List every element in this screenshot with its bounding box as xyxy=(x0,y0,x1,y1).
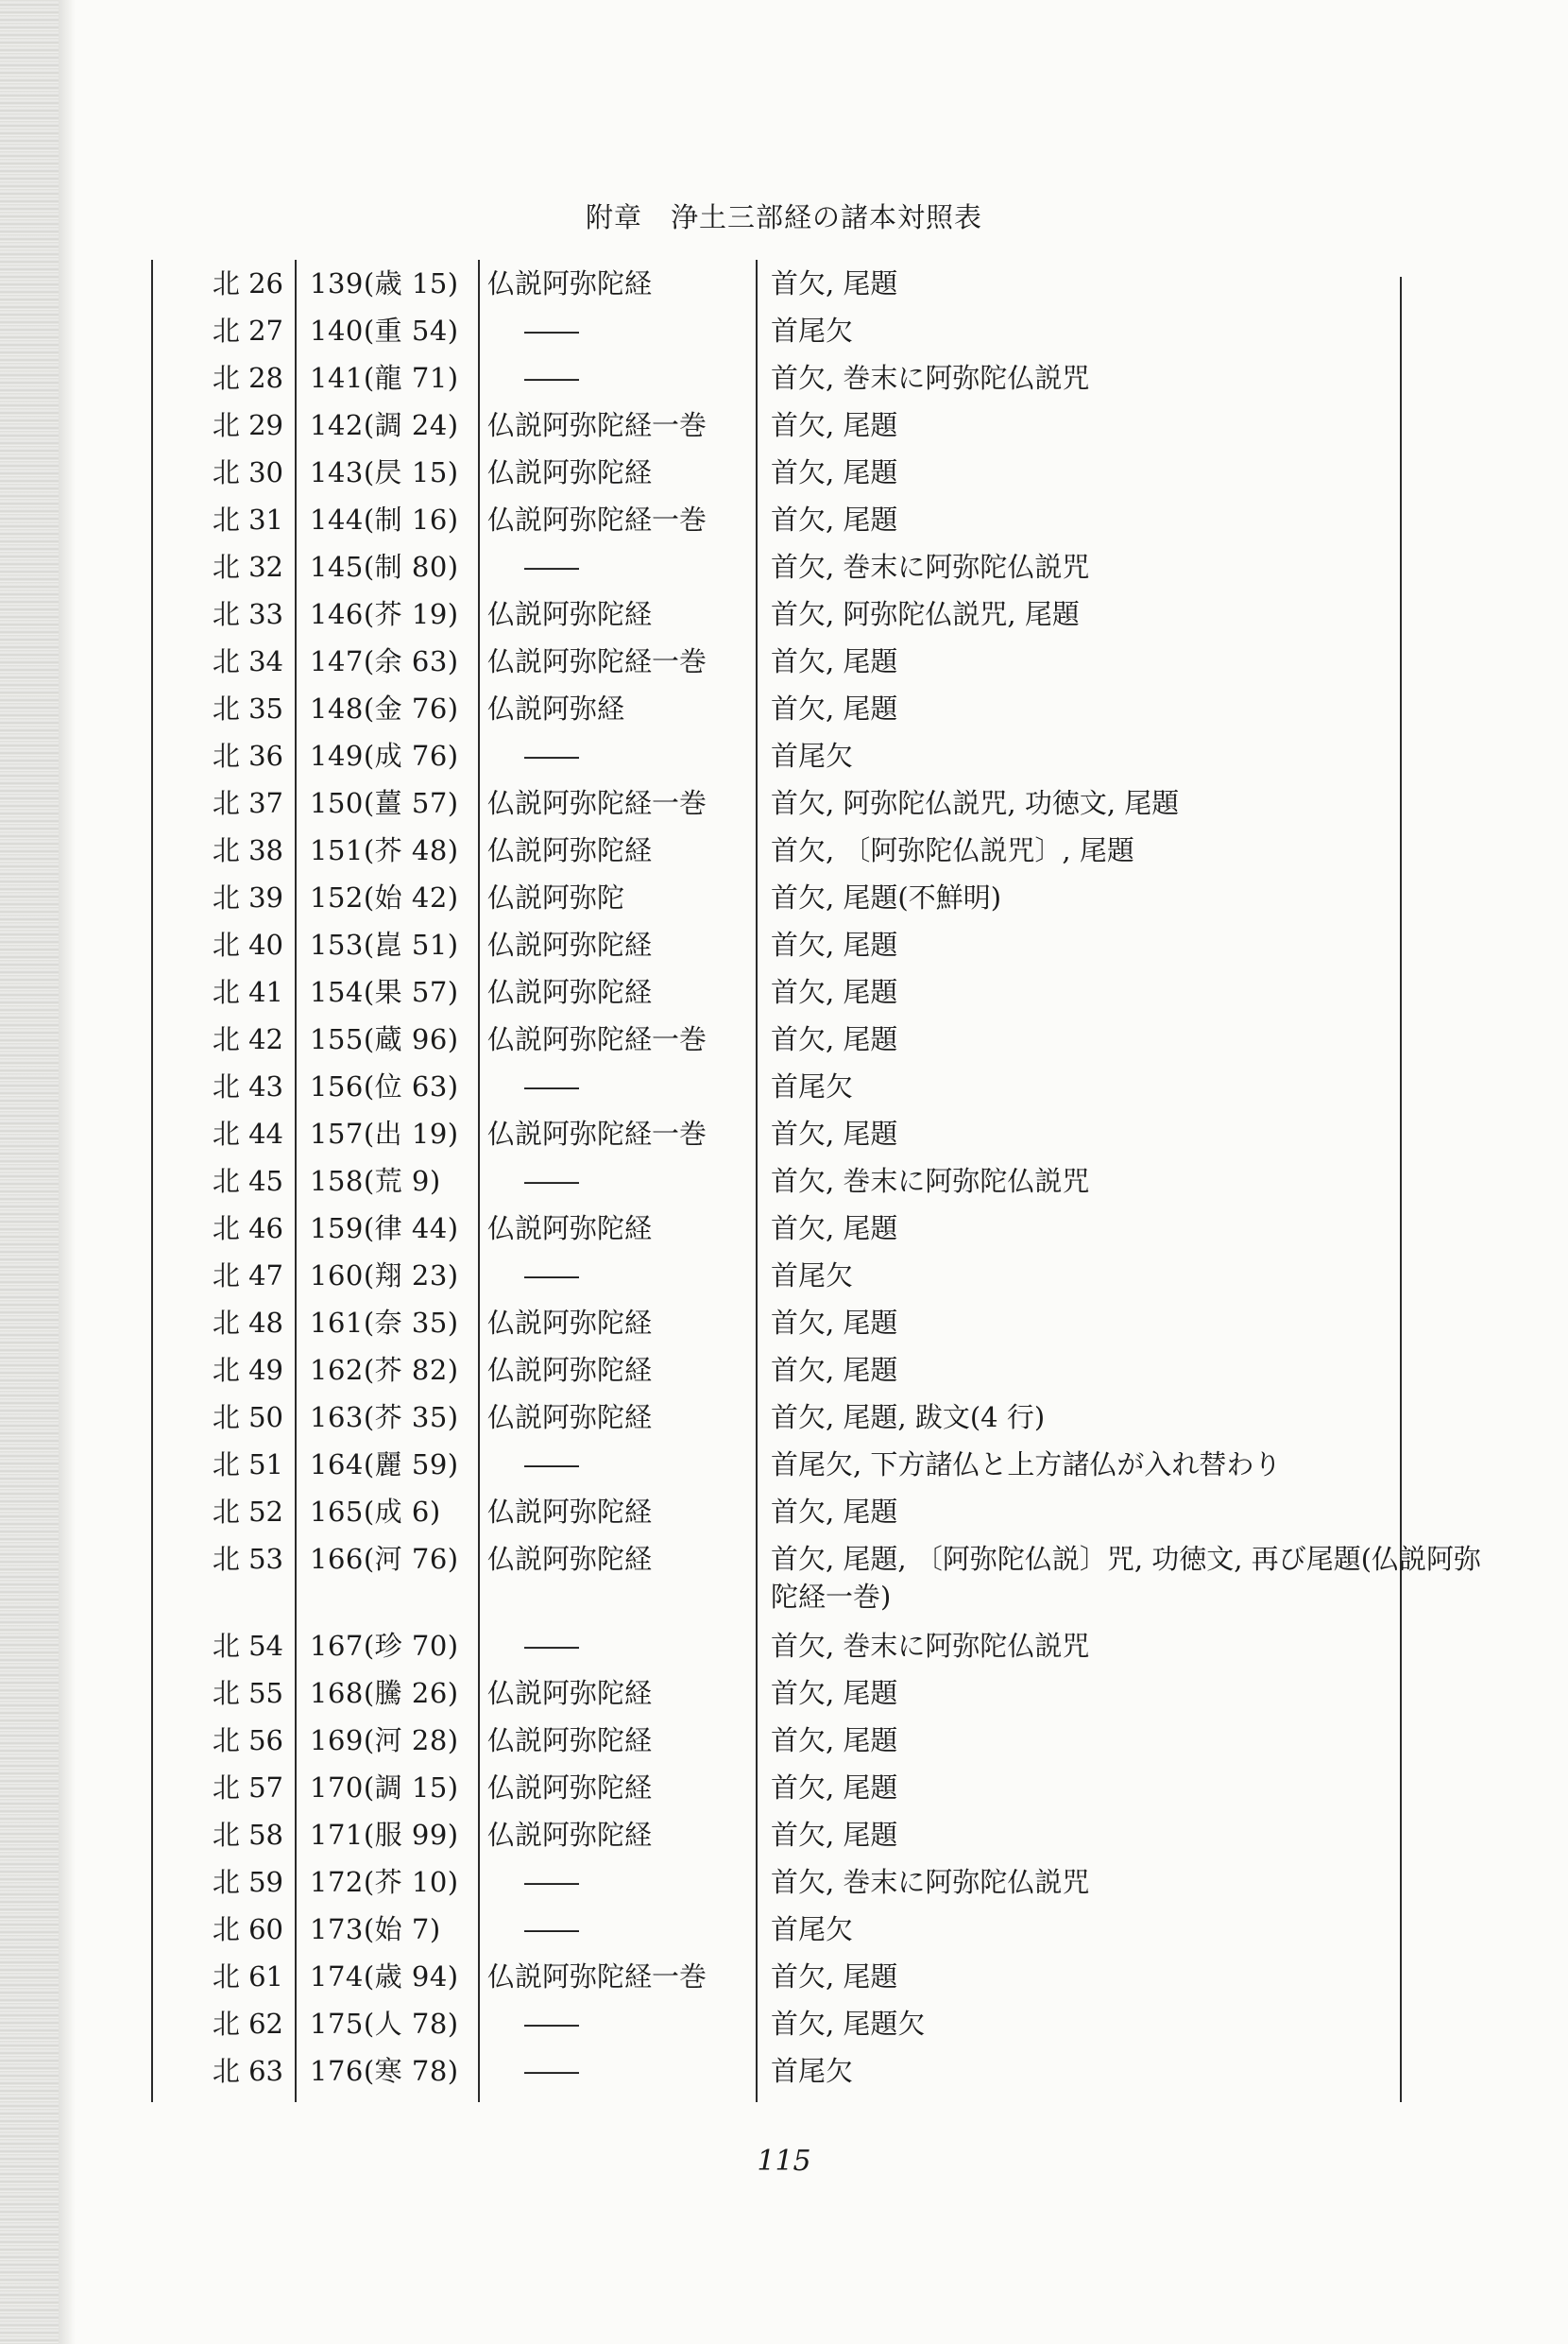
sutra-title: 仏説阿弥陀経 xyxy=(487,1212,653,1244)
manuscript-id: 北 53 xyxy=(212,1543,283,1575)
table-row xyxy=(151,1110,1407,1157)
condition-note: 首欠, 尾題 xyxy=(771,1118,898,1150)
table-row xyxy=(151,1622,1407,1669)
table-row xyxy=(151,1063,1407,1110)
sutra-title: ―― xyxy=(524,740,579,772)
sutra-title: 仏説阿弥陀経 xyxy=(487,1307,653,1339)
catalogue-number: 176(寒 78) xyxy=(310,2055,459,2087)
condition-note: 首欠, 尾題 xyxy=(771,693,898,725)
condition-note: 首欠, 尾題 xyxy=(771,1724,898,1756)
sutra-title: 仏説阿弥陀経 xyxy=(487,456,653,488)
manuscript-id: 北 45 xyxy=(212,1165,283,1197)
condition-note: 首欠, 尾題, 跋文(4 行) xyxy=(771,1401,1046,1433)
sutra-title: 仏説阿弥陀経 xyxy=(487,1677,653,1709)
manuscript-id: 北 54 xyxy=(212,1630,283,1662)
catalogue-number: 149(成 76) xyxy=(310,740,459,772)
sutra-title: 仏説阿弥陀経 xyxy=(487,1401,653,1433)
catalogue-number: 160(翔 23) xyxy=(310,1259,459,1292)
table-row xyxy=(151,402,1407,449)
sutra-title: 仏説阿弥陀経 xyxy=(487,267,653,299)
sutra-title: ―― xyxy=(524,1165,579,1197)
condition-note: 首尾欠 xyxy=(771,1070,854,1103)
manuscript-id: 北 47 xyxy=(212,1259,283,1292)
manuscript-id: 北 38 xyxy=(212,834,283,866)
sutra-title: 仏説阿弥陀経一巻 xyxy=(487,504,707,536)
manuscript-id: 北 39 xyxy=(212,881,283,914)
condition-note: 首欠, 巻末に阿弥陀仏説咒 xyxy=(771,1866,1090,1898)
catalogue-number: 151(芥 48) xyxy=(310,834,459,866)
table-row xyxy=(151,1906,1407,1953)
manuscript-id: 北 36 xyxy=(212,740,283,772)
condition-note: 首欠, 尾題 xyxy=(771,645,898,677)
catalogue-number: 159(律 44) xyxy=(310,1212,459,1244)
table-row xyxy=(151,1764,1407,1811)
table-row xyxy=(151,2000,1407,2047)
catalogue-number: 150(薑 57) xyxy=(310,787,459,819)
catalogue-number: 165(成 6) xyxy=(310,1496,441,1528)
catalogue-number: 143(昃 15) xyxy=(310,456,459,488)
catalogue-number: 174(歳 94) xyxy=(310,1960,459,1993)
catalogue-number: 168(騰 26) xyxy=(310,1677,459,1709)
table-row xyxy=(151,638,1407,685)
sutra-title: 仏説阿弥陀経 xyxy=(487,1354,653,1386)
condition-note: 首欠, 阿弥陀仏説咒, 功徳文, 尾題 xyxy=(771,787,1180,819)
table-row xyxy=(151,1252,1407,1299)
table-row xyxy=(151,1441,1407,1488)
sutra-title: 仏説阿弥陀経 xyxy=(487,976,653,1008)
sutra-title: ―― xyxy=(524,1070,579,1103)
sutra-title: ―― xyxy=(524,1630,579,1662)
manuscript-id: 北 28 xyxy=(212,362,283,394)
table-row xyxy=(151,260,1407,307)
sutra-title: 仏説阿弥陀経 xyxy=(487,929,653,961)
catalogue-number: 162(芥 82) xyxy=(310,1354,459,1386)
manuscript-id: 北 43 xyxy=(212,1070,283,1103)
sutra-title: 仏説阿弥経 xyxy=(487,693,625,725)
condition-note: 首欠, 尾題 xyxy=(771,267,898,299)
manuscript-id: 北 29 xyxy=(212,409,283,441)
sutra-title: ―― xyxy=(524,315,579,347)
manuscript-id: 北 59 xyxy=(212,1866,283,1898)
condition-note: 首欠, 尾題 xyxy=(771,1496,898,1528)
condition-note: 首欠, 尾題 xyxy=(771,1354,898,1386)
manuscript-id: 北 52 xyxy=(212,1496,283,1528)
catalogue-number: 154(果 57) xyxy=(310,976,459,1008)
catalogue-number: 144(制 16) xyxy=(310,504,459,536)
table-row xyxy=(151,968,1407,1016)
condition-note: 首欠, 尾題(不鮮明) xyxy=(771,881,1002,914)
catalogue-number: 171(服 99) xyxy=(310,1819,459,1851)
table-row xyxy=(151,307,1407,354)
sutra-title: 仏説阿弥陀経 xyxy=(487,834,653,866)
condition-note: 首欠, 尾題 xyxy=(771,1819,898,1851)
manuscript-id: 北 41 xyxy=(212,976,283,1008)
table-row xyxy=(151,1346,1407,1394)
condition-note: 首尾欠, 下方諸仏と上方諸仏が入れ替わり xyxy=(771,1448,1282,1480)
condition-note: 首欠, 尾題 xyxy=(771,1212,898,1244)
catalogue-number: 170(調 15) xyxy=(310,1771,459,1804)
catalogue-number: 148(金 76) xyxy=(310,693,459,725)
manuscript-id: 北 56 xyxy=(212,1724,283,1756)
table-row xyxy=(151,449,1407,496)
manuscript-id: 北 31 xyxy=(212,504,283,536)
catalogue-number: 173(始 7) xyxy=(310,1913,441,1945)
condition-note: 首尾欠 xyxy=(771,740,854,772)
sutra-title: 仏説阿弥陀 xyxy=(487,881,625,914)
catalogue-number: 141(龍 71) xyxy=(310,362,459,394)
manuscript-id: 北 50 xyxy=(212,1401,283,1433)
sutra-title: ―― xyxy=(524,551,579,583)
manuscript-id: 北 48 xyxy=(212,1307,283,1339)
manuscript-id: 北 62 xyxy=(212,2008,283,2040)
table-row xyxy=(151,779,1407,827)
manuscript-id: 北 49 xyxy=(212,1354,283,1386)
condition-note: 首尾欠 xyxy=(771,1913,854,1945)
manuscript-id: 北 30 xyxy=(212,456,283,488)
manuscript-id: 北 37 xyxy=(212,787,283,819)
table-row xyxy=(151,1858,1407,1906)
condition-note: 首欠, 尾題 xyxy=(771,976,898,1008)
sutra-title: ―― xyxy=(524,2008,579,2040)
condition-note: 首欠, 尾題 xyxy=(771,1307,898,1339)
condition-note: 首欠, 尾題 xyxy=(771,929,898,961)
table-row xyxy=(151,1717,1407,1764)
table-row xyxy=(151,354,1407,402)
table-row xyxy=(151,1299,1407,1346)
table-row xyxy=(151,590,1407,638)
manuscript-id: 北 46 xyxy=(212,1212,283,1244)
table-row xyxy=(151,685,1407,732)
sutra-title: ―― xyxy=(524,362,579,394)
manuscript-id: 北 63 xyxy=(212,2055,283,2087)
catalogue-number: 140(重 54) xyxy=(310,315,459,347)
catalogue-number: 142(調 24) xyxy=(310,409,459,441)
table-row xyxy=(151,1669,1407,1717)
condition-note: 首欠, 尾題 xyxy=(771,1960,898,1993)
catalogue-number: 175(人 78) xyxy=(310,2008,459,2040)
sutra-title: 仏説阿弥陀経 xyxy=(487,1771,653,1804)
sutra-title: 仏説阿弥陀経一巻 xyxy=(487,1118,707,1150)
sutra-title: 仏説阿弥陀経 xyxy=(487,1724,653,1756)
catalogue-number: 156(位 63) xyxy=(310,1070,459,1103)
condition-note: 首欠, 巻末に阿弥陀仏説咒 xyxy=(771,362,1090,394)
sutra-title: ―― xyxy=(524,1259,579,1292)
manuscript-id: 北 60 xyxy=(212,1913,283,1945)
catalogue-number: 169(河 28) xyxy=(310,1724,459,1756)
table-row xyxy=(151,496,1407,543)
condition-note: 首欠, 尾題 xyxy=(771,409,898,441)
table-row xyxy=(151,1205,1407,1252)
condition-note: 首欠, 巻末に阿弥陀仏説咒 xyxy=(771,1630,1090,1662)
manuscript-id: 北 27 xyxy=(212,315,283,347)
manuscript-id: 北 40 xyxy=(212,929,283,961)
sutra-title: 仏説阿弥陀経 xyxy=(487,1819,653,1851)
sutra-title: 仏説阿弥陀経一巻 xyxy=(487,645,707,677)
sutra-title: ―― xyxy=(524,1448,579,1480)
catalogue-number: 164(麗 59) xyxy=(310,1448,459,1480)
manuscript-id: 北 33 xyxy=(212,598,283,630)
catalogue-number: 163(芥 35) xyxy=(310,1401,459,1433)
table-row xyxy=(151,1488,1407,1535)
condition-note: 首欠, 尾題 xyxy=(771,1677,898,1709)
sutra-title: 仏説阿弥陀経一巻 xyxy=(487,1023,707,1055)
condition-note: 首欠, 尾題 xyxy=(771,1771,898,1804)
sutra-title: 仏説阿弥陀経一巻 xyxy=(487,1960,707,1993)
catalogue-number: 158(荒 9) xyxy=(310,1165,441,1197)
catalogue-number: 172(芥 10) xyxy=(310,1866,459,1898)
catalogue-number: 166(河 76) xyxy=(310,1543,459,1575)
catalogue-number: 161(奈 35) xyxy=(310,1307,459,1339)
condition-note: 首欠, 阿弥陀仏説咒, 尾題 xyxy=(771,598,1080,630)
table-row xyxy=(151,543,1407,590)
manuscript-id: 北 42 xyxy=(212,1023,283,1055)
table-row xyxy=(151,1394,1407,1441)
manuscript-id: 北 58 xyxy=(212,1819,283,1851)
manuscript-id: 北 51 xyxy=(212,1448,283,1480)
running-head: 附章 浄土三部経の諸本対照表 xyxy=(585,201,982,233)
table-row xyxy=(151,874,1407,921)
condition-note: 首欠, 尾題 xyxy=(771,456,898,488)
sutra-title: 仏説阿弥陀経 xyxy=(487,1543,653,1575)
condition-note: 首欠, 巻末に阿弥陀仏説咒 xyxy=(771,1165,1090,1197)
condition-note: 首尾欠 xyxy=(771,315,854,347)
sutra-title: 仏説阿弥陀経一巻 xyxy=(487,787,707,819)
table-row xyxy=(151,827,1407,874)
table-row xyxy=(151,1016,1407,1063)
condition-note: 首欠, 尾題欠 xyxy=(771,2008,926,2040)
sutra-title: 仏説阿弥陀経 xyxy=(487,598,653,630)
catalogue-number: 157(出 19) xyxy=(310,1118,459,1150)
catalogue-number: 147(余 63) xyxy=(310,645,459,677)
table-row xyxy=(151,1811,1407,1858)
catalogue-number: 167(珍 70) xyxy=(310,1630,459,1662)
table-row xyxy=(151,1157,1407,1205)
condition-note: 首欠, 巻末に阿弥陀仏説咒 xyxy=(771,551,1090,583)
table-row xyxy=(151,1953,1407,2000)
comparison-table xyxy=(151,260,1482,2102)
scan-shadow-edge xyxy=(0,0,59,2344)
sutra-title: ―― xyxy=(524,1913,579,1945)
manuscript-id: 北 32 xyxy=(212,551,283,583)
condition-note: 首欠, 尾題 xyxy=(771,504,898,536)
manuscript-id: 北 34 xyxy=(212,645,283,677)
manuscript-id: 北 26 xyxy=(212,267,283,299)
catalogue-number: 152(始 42) xyxy=(310,881,459,914)
table-row xyxy=(151,921,1407,968)
table-row xyxy=(151,2047,1407,2095)
catalogue-number: 139(歳 15) xyxy=(310,267,459,299)
catalogue-number: 153(崑 51) xyxy=(310,929,459,961)
condition-note: 首欠, 〔阿弥陀仏説咒〕, 尾題 xyxy=(771,834,1134,866)
page-number: 115 xyxy=(757,2145,811,2178)
catalogue-number: 155(蔵 96) xyxy=(310,1023,459,1055)
condition-note: 首欠, 尾題 xyxy=(771,1023,898,1055)
manuscript-id: 北 57 xyxy=(212,1771,283,1804)
catalogue-number: 145(制 80) xyxy=(310,551,459,583)
condition-note: 首尾欠 xyxy=(771,2055,854,2087)
sutra-title: 仏説阿弥陀経一巻 xyxy=(487,409,707,441)
manuscript-id: 北 61 xyxy=(212,1960,283,1993)
table-row xyxy=(151,1535,1482,1622)
manuscript-id: 北 44 xyxy=(212,1118,283,1150)
table-row xyxy=(151,732,1407,779)
manuscript-id: 北 55 xyxy=(212,1677,283,1709)
condition-note: 首尾欠 xyxy=(771,1259,854,1292)
sutra-title: 仏説阿弥陀経 xyxy=(487,1496,653,1528)
sutra-title: ―― xyxy=(524,2055,579,2087)
manuscript-id: 北 35 xyxy=(212,693,283,725)
condition-note: 首欠, 尾題, 〔阿弥陀仏説〕咒, 功徳文, 再び尾題(仏説阿弥陀経一巻) xyxy=(771,1543,1482,1613)
catalogue-number: 146(芥 19) xyxy=(310,598,459,630)
sutra-title: ―― xyxy=(524,1866,579,1898)
